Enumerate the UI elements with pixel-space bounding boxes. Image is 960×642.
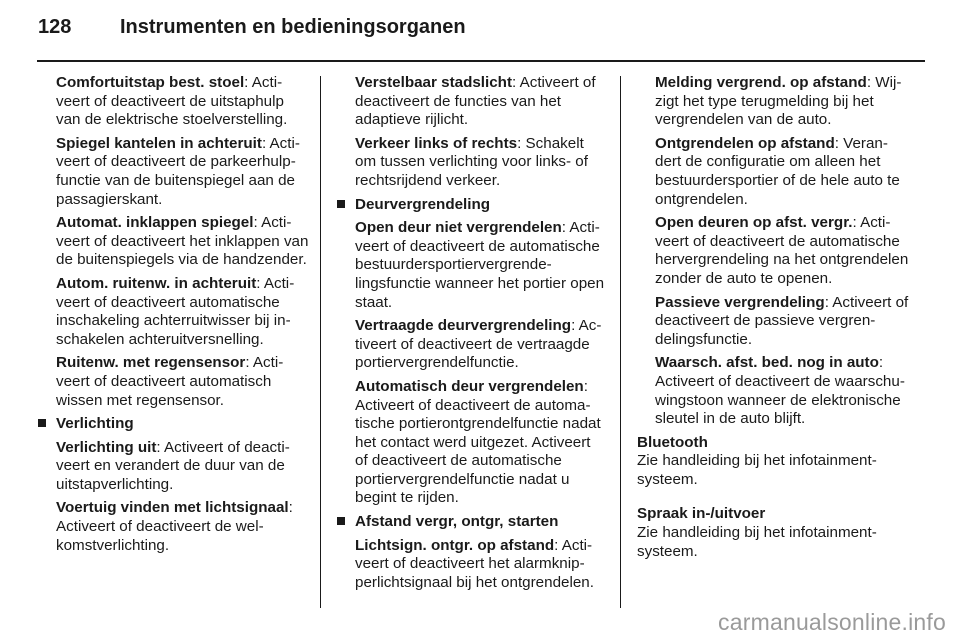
setting-entry (337, 219, 607, 312)
setting-term: Open deuren op afst. vergr. (655, 214, 853, 232)
column-divider (320, 76, 321, 608)
column-divider (620, 76, 621, 608)
watermark: carmanualsonline.info (718, 609, 946, 635)
setting-description: : Verandert de configuratie om alleen het bestuurdersportier of de hele auto te ontgrendelen. (655, 134, 900, 208)
page-title: Instrumenten en bedieningsorganen (120, 16, 466, 38)
setting-entry (38, 499, 310, 555)
setting-description: : Activeert of deactiveert en verandert de duur van de uitstapverlichting. (56, 438, 290, 493)
setting-description: : Activeert of deactiveert de automatische portierontgrendelfunctie nadat het contact werd uitgezet. Activeert of deactiveert de automatische portiervergrendelfunctie nadat u begint te rijden. (355, 377, 601, 507)
square-bullet-icon (337, 200, 345, 208)
setting-entry (38, 439, 310, 495)
setting-description: : Activeert of deactiveert de passieve vergrendelingsfunctie. (655, 293, 909, 348)
setting-term: Vertraagde deurvergrendeling (355, 317, 572, 335)
bullet-group-heading (38, 415, 310, 434)
column-1 (38, 74, 310, 560)
setting-description: : Activeert of deactiveert de welkomstverlichting. (56, 499, 293, 554)
setting-entry (38, 135, 310, 209)
setting-description: : Activeert of deactiveert het alarmknipperlichtsignaal bij het ontgrendelen. (355, 536, 594, 591)
setting-description: : Activeert of deactiveert de vertraagde portiervergrendelfunctie. (355, 317, 602, 372)
group-title: Deurvergrendeling (355, 195, 491, 213)
section-text: Zie handleiding bij het infotainmentsysteem. (637, 524, 877, 560)
page-header (38, 10, 926, 46)
section (637, 505, 909, 561)
setting-term: Lichtsign. ontgr. op afstand (355, 536, 555, 554)
setting-entry (337, 74, 607, 130)
setting-entry (637, 74, 909, 130)
square-bullet-icon (38, 419, 46, 427)
setting-entry (637, 354, 909, 428)
section-title: Bluetooth (637, 433, 708, 451)
setting-term: Automat. inklappen spiegel (56, 214, 254, 232)
setting-entry (38, 354, 310, 410)
group-title: Verlichting (56, 415, 134, 433)
bullet-group-heading (337, 196, 607, 215)
group-title: Afstand vergr, ontgr, starten (355, 513, 559, 531)
setting-entry (337, 378, 607, 508)
setting-description: : Activeert of deactiveert de automatische hervergrendeling na het ontgrendelen zonder de auto te openen. (655, 214, 909, 287)
setting-description: : Activeert of deactiveert de parkeerhulpfunctie van de buitenspiegel aan de passagierskant. (56, 134, 300, 208)
column-2 (337, 74, 607, 597)
setting-term: Spiegel kantelen in achteruit (56, 134, 262, 152)
setting-description: : Activeert of deactiveert de automatische bestuurdersportiervergrendelingsfunctie wanneer het portier open staat. (355, 219, 605, 311)
header-divider (37, 60, 925, 62)
setting-term: Automatisch deur vergrendelen (355, 377, 584, 395)
setting-term: Verkeer links of rechts (355, 134, 518, 152)
square-bullet-icon (337, 517, 345, 525)
setting-entry (637, 135, 909, 209)
setting-description: : Activeert of deactiveert de functies van het adaptieve rijlicht. (355, 74, 596, 129)
setting-entry (38, 214, 310, 270)
setting-description: : Activeert of deactiveert automatisch wissen met regensensor. (56, 354, 284, 409)
setting-term: Verstelbaar stadslicht (355, 74, 513, 91)
bullet-group-heading (337, 513, 607, 532)
setting-entry (337, 317, 607, 373)
setting-entry (38, 74, 310, 130)
setting-term: Melding vergrend. op afstand (655, 74, 867, 91)
setting-description: : Activeert of deactiveert de uitstaphulp van de elektrische stoelverstelling. (56, 74, 288, 129)
column-3 (637, 74, 909, 577)
setting-term: Ruitenw. met regensensor (56, 354, 246, 372)
setting-description: : Activeert of deactiveert het inklappen van de buitenspiegels via de handzender. (56, 214, 309, 269)
setting-term: Ontgrendelen op afstand (655, 134, 835, 152)
setting-entry (637, 214, 909, 288)
setting-entry (337, 135, 607, 191)
page-number: 128 (38, 16, 72, 38)
section (637, 434, 909, 490)
setting-entry (637, 294, 909, 350)
setting-description: : Activeert of deactiveert de waarschuwingstoon wanneer de elektronische sleutel in de auto blijft. (655, 354, 905, 428)
setting-entry (38, 275, 310, 349)
setting-description: : Activeert of deactiveert automatische inschakeling achterruitwisser bij inschakelen achteruitversnelling. (56, 274, 295, 348)
setting-term: Voertuig vinden met lichtsignaal (56, 499, 289, 517)
setting-description: : Wijzigt het type terugmelding bij het vergrendelen van de auto. (655, 74, 902, 129)
setting-term: Passieve vergrendeling (655, 293, 825, 311)
setting-description: : Schakelt om tussen verlichting voor links- of rechtsrijdend verkeer. (355, 134, 588, 189)
setting-term: Autom. ruitenw. in achteruit (56, 274, 257, 292)
setting-term: Open deur niet vergrendelen (355, 219, 562, 237)
setting-term: Verlichting uit (56, 438, 157, 456)
section-title: Spraak in-/uitvoer (637, 505, 766, 523)
section-text: Zie handleiding bij het infotainmentsysteem. (637, 452, 877, 488)
setting-entry (337, 537, 607, 593)
setting-term: Waarsch. afst. bed. nog in auto (655, 354, 879, 372)
setting-term: Comfortuitstap best. stoel (56, 74, 245, 91)
